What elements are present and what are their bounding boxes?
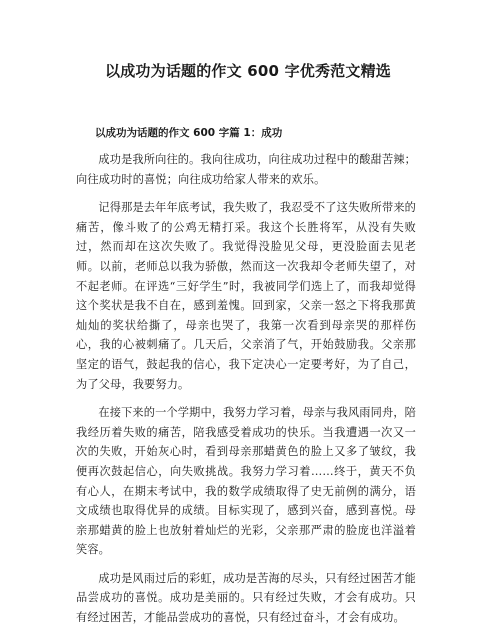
paragraph-2: 记得那是去年年底考试，我失败了，我忍受不了这失败所带来的痛苦，像斗败了的公鸡无精打采。我这个长胜将军，从没有失败过，然而却在这次失败了。我觉得没脸见父母，更没脸面去见老师。以前，老师总以我为骄傲，然而这一次我却令老师失望了，对不起老师。在评选“三好学生”时，我被同学们选上了，而我却觉得这个奖状是我不自在，感到羞愧。回到家，父亲一怒之下将我那黄灿灿的奖状给撕了，母亲也哭了，我第一次看到母亲哭的那样伤心，我的心被刺痛了。几天后，父亲消了气，开始鼓励我。父亲那坚定的语气，鼓起我的信心，我下定决心一定要考好，为了自己，为了父母，我要努力。 [76, 201, 416, 391]
paragraph-1: 成功是我所向往的。我向往成功，向往成功过程中的酸甜苦辣；向往成功时的喜悦；向往成功给家人带来的欢乐。 [76, 153, 416, 186]
essay-body [76, 150, 416, 637]
document-title: 以成功为话题的作文 600 字优秀范文精选 [105, 62, 391, 80]
section-heading: 以成功为话题的作文 600 字篇 1：成功 [95, 127, 283, 139]
paragraph-3: 在接下来的一个学期中，我努力学习着，母亲与我风雨同舟，陪我经历着失败的痛苦，陪我感受着成功的快乐。当我遭遇一次又一次的失败，开始灰心时，看到母亲那蜡黄色的脸上又多了皱纹，我便再次鼓起信心，向失败挑战。我努力学习着……终于，黄天不负有心人，在期末考试中，我的数学成绩取得了史无前例的满分，语文成绩也取得优异的成绩。目标实现了，感到兴奋，感到喜悦。母亲那蜡黄的脸上也放射着灿烂的光彩，父亲那严肃的脸庞也洋溢着笑容。 [76, 406, 416, 557]
paragraph-4: 成功是风雨过后的彩虹，成功是苦海的尽头，只有经过困苦才能品尝成功的喜悦。成功是美丽的。只有经过失败，才会有成功。只有经过困苦，才能品尝成功的喜悦，只有经过奋斗，才会有成功。 [76, 571, 416, 625]
